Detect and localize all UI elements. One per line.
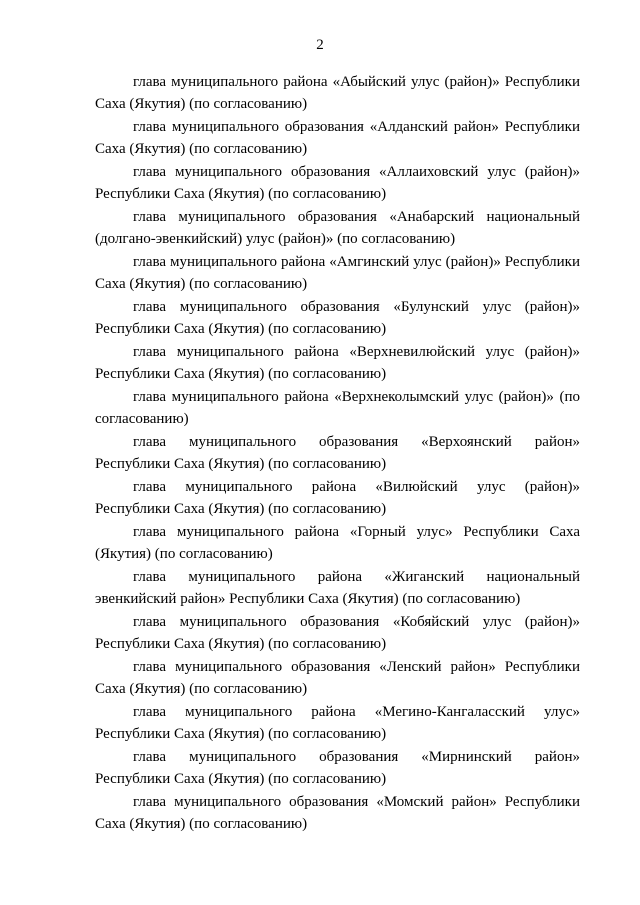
list-item — [95, 71, 580, 115]
list-item — [95, 386, 580, 430]
list-item — [95, 251, 580, 295]
list-item-text: глава муниципального образования «Момский район» Республики Саха (Якутия) (по согласованию) — [95, 794, 580, 832]
list-item-text: глава муниципального образования «Алданский район» Республики Саха (Якутия) (по согласованию) — [95, 119, 580, 157]
list-item-text: глава муниципального района «Амгинский улус (район)» Республики Саха (Якутия) (по согласованию) — [95, 254, 580, 292]
list-item — [95, 476, 580, 520]
list-item-text: глава муниципального района «Верхневилюйский улус (район)» Республики Саха (Якутия) (по согласованию) — [95, 344, 580, 382]
list-item-text: глава муниципального района «Жиганский национальный эвенкийский район» Республики Саха (Якутия) (по согласованию) — [95, 569, 580, 607]
list-item — [95, 656, 580, 700]
list-item-text: глава муниципального района «Вилюйский улус (район)» Республики Саха (Якутия) (по согласованию) — [95, 479, 580, 517]
list-item-text: глава муниципального образования «Анабарский национальный (долгано-эвенкийский) улус (район)» (по согласованию) — [95, 209, 580, 247]
list-item — [95, 746, 580, 790]
list-item-text: глава муниципального образования «Кобяйский улус (район)» Республики Саха (Якутия) (по согласованию) — [95, 614, 580, 652]
list-item-text: глава муниципального образования «Аллаиховский улус (район)» Республики Саха (Якутия) (по согласованию) — [95, 164, 580, 202]
list-item — [95, 161, 580, 205]
list-item-text: глава муниципального района «Абыйский улус (район)» Республики Саха (Якутия) (по согласованию) — [95, 74, 580, 112]
list-item — [95, 791, 580, 835]
list-item — [95, 521, 580, 565]
list-item-text: глава муниципального образования «Ленский район» Республики Саха (Якутия) (по согласованию) — [95, 659, 580, 697]
list-item — [95, 701, 580, 745]
list-item-text: глава муниципального района «Верхнеколымский улус (район)» (по согласованию) — [95, 389, 580, 427]
list-item-text: глава муниципального образования «Мирнинский район» Республики Саха (Якутия) (по согласованию) — [95, 749, 580, 787]
list-item — [95, 431, 580, 475]
list-item-text: глава муниципального района «Мегино-Кангаласский улус» Республики Саха (Якутия) (по согласованию) — [95, 704, 580, 742]
list-item — [95, 206, 580, 250]
list-item — [95, 296, 580, 340]
list-item — [95, 341, 580, 385]
officials-list — [95, 71, 580, 836]
list-item — [95, 611, 580, 655]
page-number: 2 — [316, 37, 324, 53]
list-item — [95, 116, 580, 160]
list-item-text: глава муниципального образования «Верхоянский район» Республики Саха (Якутия) (по согласованию) — [95, 434, 580, 472]
list-item — [95, 566, 580, 610]
list-item-text: глава муниципального района «Горный улус» Республики Саха (Якутия) (по согласованию) — [95, 524, 580, 562]
list-item-text: глава муниципального образования «Булунский улус (район)» Республики Саха (Якутия) (по согласованию) — [95, 299, 580, 337]
